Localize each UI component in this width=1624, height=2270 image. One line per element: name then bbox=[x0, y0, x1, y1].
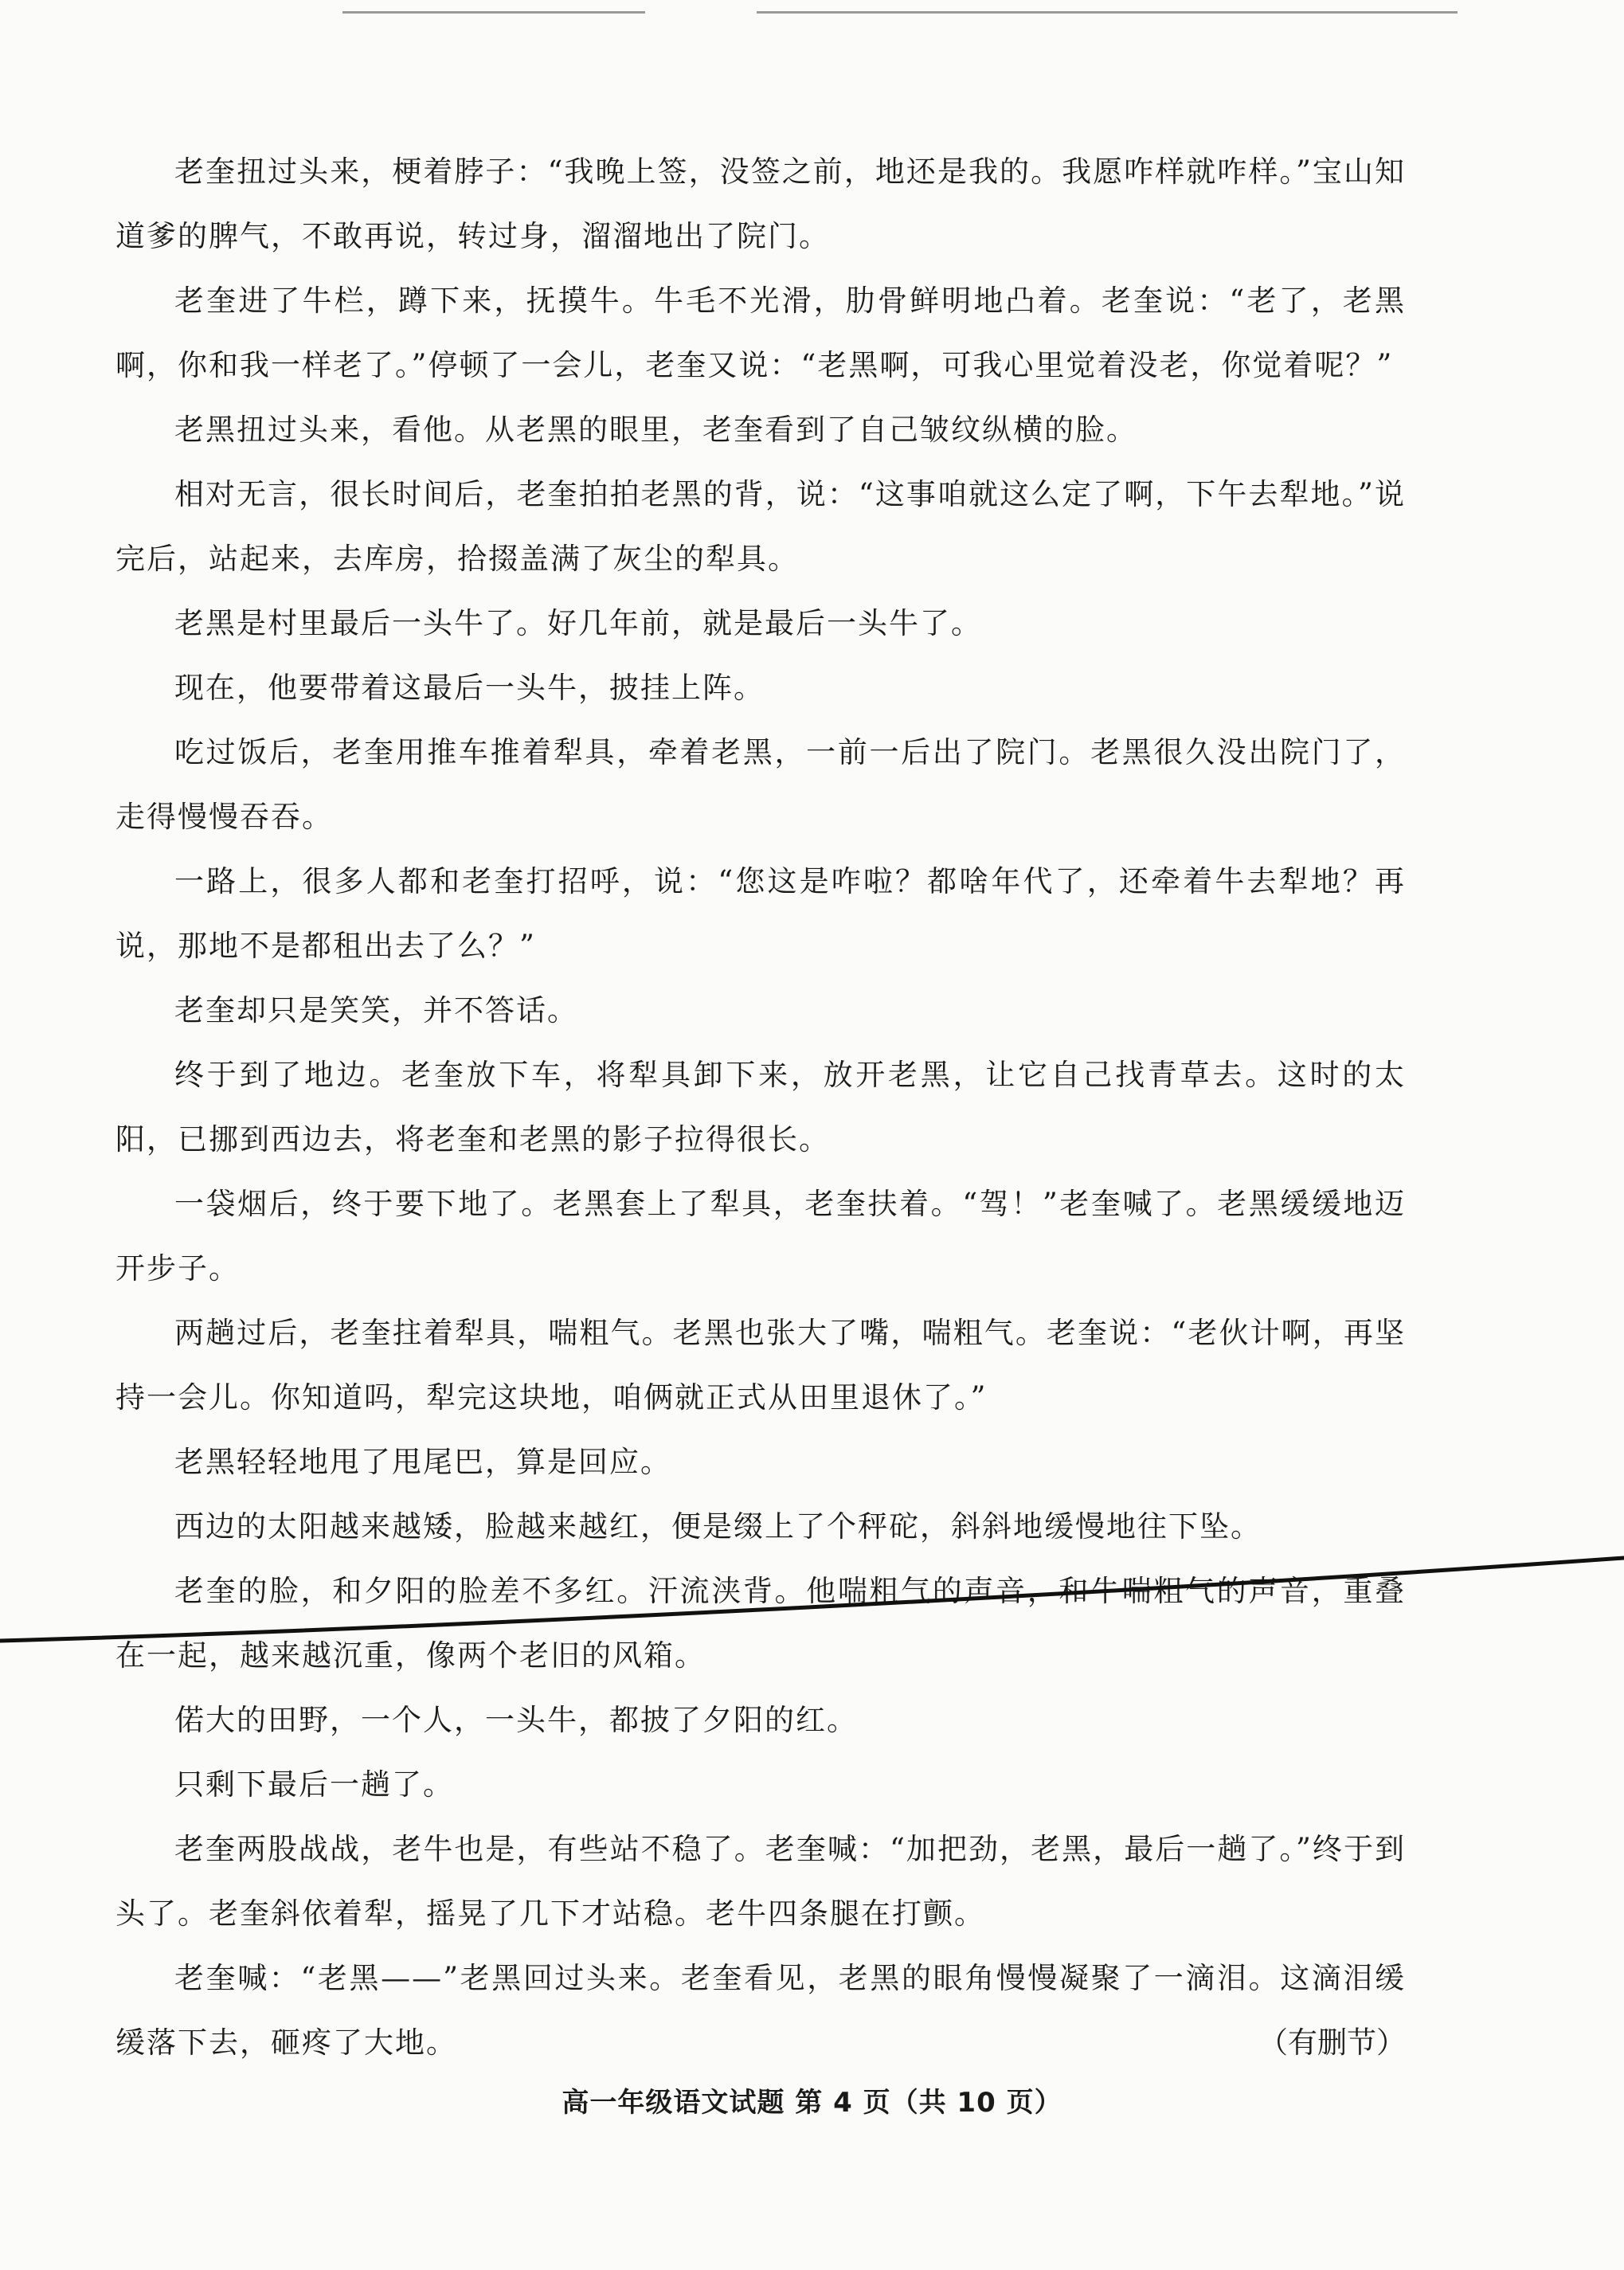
paragraph: 只剩下最后一趟了。 bbox=[174, 1767, 454, 1802]
paragraph: 西边的太阳越来越矮，脸越来越红，便是缀上了个秤砣，斜斜地缓慢地往下坠。 bbox=[174, 1509, 1262, 1544]
paragraph: 两趟过后，老奎拄着犁具，喘粗气。老黑也张大了嘴，喘粗气。老奎说：“老伙计啊，再坚持一会儿。你知道吗，犁完这块地，咱俩就正式从田里退休了。” bbox=[115, 1316, 1406, 1415]
scan-edge-line bbox=[757, 11, 1458, 14]
paragraph: 偌大的田野，一个人，一头牛，都披了夕阳的红。 bbox=[174, 1703, 858, 1737]
scan-edge-line bbox=[342, 11, 645, 14]
paragraph: 终于到了地边。老奎放下车，将犁具卸下来，放开老黑，让它自己找青草去。这时的太阳，已挪到西边去，将老奎和老黑的影子拉得很长。 bbox=[115, 1058, 1406, 1157]
reading-passage bbox=[115, 139, 1406, 2075]
paragraph: 老奎进了牛栏，蹲下来，抚摸牛。牛毛不光滑，肋骨鲜明地凸着。老奎说：“老了，老黑啊，你和我一样老了。”停顿了一会儿，老奎又说：“老黑啊，可我心里觉着没老，你觉着呢？” bbox=[115, 284, 1406, 382]
paragraph: 现在，他要带着这最后一头牛，披挂上阵。 bbox=[174, 671, 765, 705]
paragraph: 一袋烟后，终于要下地了。老黑套上了犁具，老奎扶着。“驾！”老奎喊了。老黑缓缓地迈开步子。 bbox=[115, 1187, 1406, 1286]
paragraph: 老奎两股战战，老牛也是，有些站不稳了。老奎喊：“加把劲，老黑，最后一趟了。”终于到头了。老奎斜依着犁，摇晃了几下才站稳。老牛四条腿在打颤。 bbox=[115, 1832, 1406, 1931]
paragraph: 相对无言，很长时间后，老奎拍拍老黑的背，说：“这事咱就这么定了啊，下午去犁地。”说完后，站起来，去库房，拾掇盖满了灰尘的犁具。 bbox=[115, 477, 1406, 576]
last-paragraph-row bbox=[115, 1946, 1406, 2075]
paragraph: 老奎喊：“老黑——”老黑回过头来。老奎看见，老黑的眼角慢慢凝聚了一滴泪。这滴泪缓缓落下去，砸疼了大地。 bbox=[115, 1961, 1406, 2060]
paragraph: 老奎的脸，和夕阳的脸差不多红。汗流浃背。他喘粗气的声音，和牛喘粗气的声音，重叠在一起，越来越沉重，像两个老旧的风箱。 bbox=[115, 1574, 1406, 1673]
paragraph: 老黑轻轻地甩了甩尾巴，算是回应。 bbox=[174, 1445, 671, 1479]
paragraph: 吃过饭后，老奎用推车推着犁具，牵着老黑，一前一后出了院门。老黑很久没出院门了，走得慢慢吞吞。 bbox=[115, 735, 1406, 834]
abridged-note: （有删节） bbox=[1258, 2025, 1406, 2060]
paragraph: 老黑是村里最后一头牛了。好几年前，就是最后一头牛了。 bbox=[174, 606, 982, 640]
page-footer: 高一年级语文试题 第 4 页（共 10 页） bbox=[562, 2087, 1062, 2119]
paragraph: 老黑扭过头来，看他。从老黑的眼里，老奎看到了自己皱纹纵横的脸。 bbox=[174, 413, 1137, 447]
paragraph: 老奎却只是笑笑，并不答话。 bbox=[174, 993, 578, 1027]
paragraph: 一路上，很多人都和老奎打招呼，说：“您这是咋啦？都啥年代了，还牵着牛去犁地？再说，那地不是都租出去了么？” bbox=[115, 864, 1406, 963]
paragraph: 老奎扭过头来，梗着脖子：“我晚上签，没签之前，地还是我的。我愿咋样就咋样。”宝山知道爹的脾气，不敢再说，转过身，溜溜地出了院门。 bbox=[115, 155, 1406, 253]
